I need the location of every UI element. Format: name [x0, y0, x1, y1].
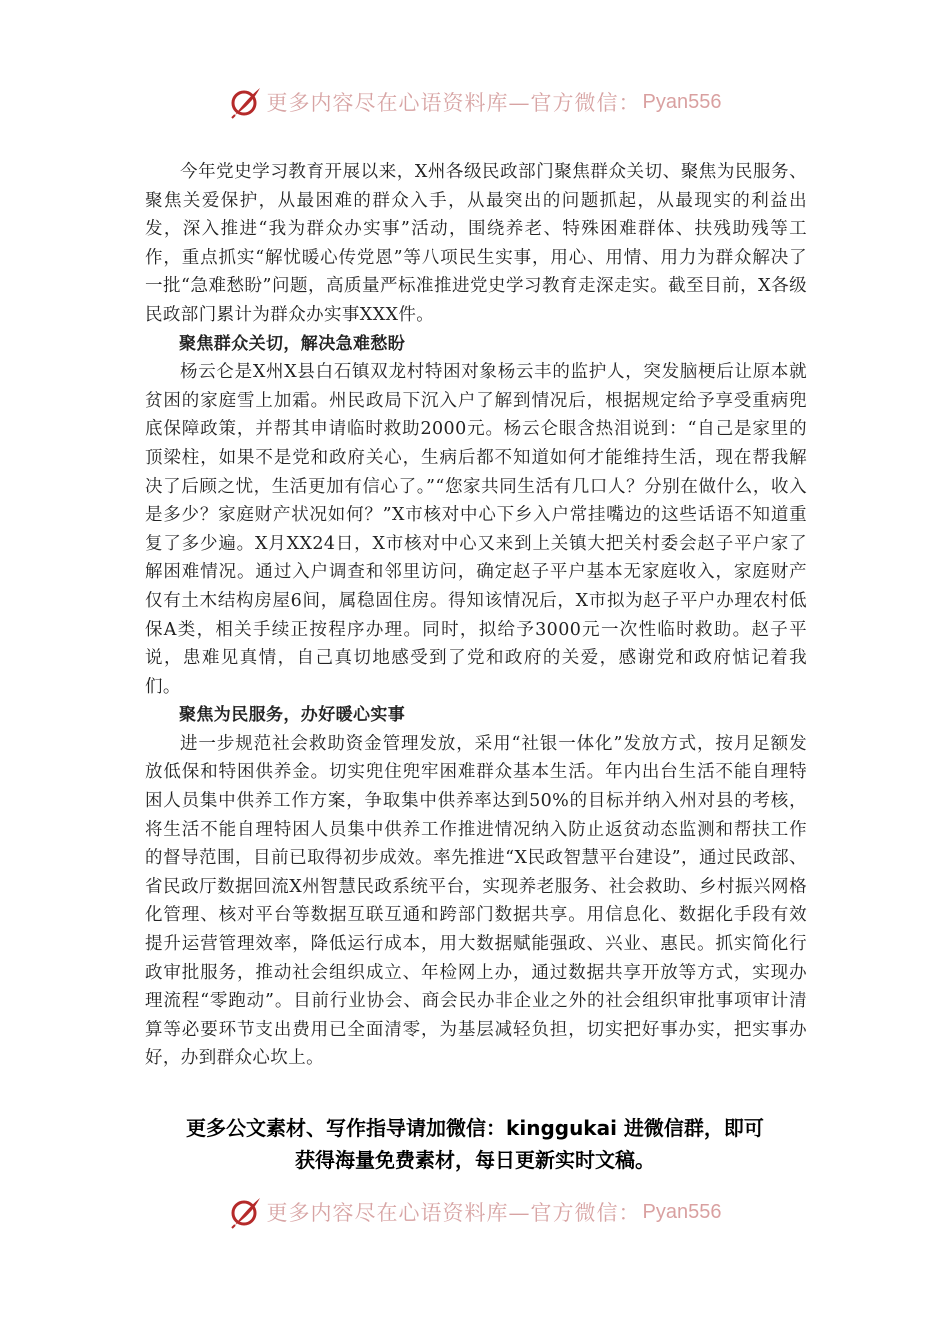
footer-banner-wechat-id: Pyan556 [642, 1200, 722, 1223]
promo-notice [120, 1112, 830, 1176]
intro-paragraph: 今年党史学习教育开展以来，X州各级民政部门聚焦群众关切、聚焦为民服务、聚焦关爱保护，从最困难的群众入手，从最突出的问题抓起，从最现实的利益出发，深入推进“我为群众办实事”活动，围绕养老、特殊困难群体、扶残助残等工作，重点抓实“解忧暖心传党恩”等八项民生实事，用心、用情、用力为群众解决了一批“急难愁盼”问题，高质量严标准推进党史学习教育走深走实。截至目前，X各级民政部门累计为群众办实事XXX件。 [145, 162, 807, 325]
promo-line-2: 获得海量免费素材，每日更新实时文稿。 [295, 1148, 655, 1172]
header-banner-wechat-id: Pyan556 [642, 90, 722, 113]
footer-banner [0, 1190, 950, 1234]
footer-banner-text: 更多内容尽在心语资料库—官方微信： [266, 1201, 641, 1225]
header-banner [0, 80, 950, 124]
quill-logo-icon [229, 1195, 263, 1229]
section1-heading: 聚焦群众关切，解决急难愁盼 [179, 333, 406, 354]
promo-line-1: 更多公文素材、写作指导请加微信：kinggukai 进微信群，即可 [186, 1116, 764, 1140]
quill-logo-icon [229, 85, 263, 119]
section1-paragraph: 杨云仑是X州X县白石镇双龙村特困对象杨云丰的监护人，突发脑梗后让原本就贫困的家庭雪上加霜。州民政局下沉入户了解到情况后，根据规定给予享受重病兜底保障政策，并帮其申请临时救助2000元。杨云仑眼含热泪说到：“自己是家里的顶梁柱，如果不是党和政府关心，生病后都不知道如何才能维持生活，现在帮我解决了后顾之忧，生活更加有信心了。”“您家共同生活有几口人？分别在做什么，收入是多少？家庭财产状况如何？”X市核对中心下乡入户常挂嘴边的这些话语不知道重复了多少遍。X月XX24日，X市核对中心又来到上关镇大把关村委会赵子平户家了解困难情况。通过入户调查和邻里访问，确定赵子平户基本无家庭收入，家庭财产仅有土木结构房屋6间，属稳固住房。得知该情况后，X市拟为赵子平户办理农村低保A类，相关手续正按程序办理。同时，拟给予3000元一次性临时救助。赵子平说，患难见真情，自己真切地感受到了党和政府的关爱，感谢党和政府惦记着我们。 [145, 362, 807, 697]
header-banner-text: 更多内容尽在心语资料库—官方微信： [266, 91, 641, 115]
article-body [145, 158, 807, 1073]
section2-paragraph: 进一步规范社会救助资金管理发放，采用“社银一体化”发放方式，按月足额发放低保和特困供养金。切实兜住兜牢困难群众基本生活。年内出台生活不能自理特困人员集中供养工作方案，争取集中供养率达到50%的目标并纳入州对县的考核，将生活不能自理特困人员集中供养工作推进情况纳入防止返贫动态监测和帮扶工作的督导范围，目前已取得初步成效。率先推进“X民政智慧平台建设”，通过民政部、省民政厅数据回流X州智慧民政系统平台，实现养老服务、社会救助、乡村振兴网格化管理、核对平台等数据互联互通和跨部门数据共享。用信息化、数据化手段有效提升运营管理效率，降低运行成本，用大数据赋能强政、兴业、惠民。抓实简化行政审批服务，推动社会组织成立、年检网上办，通过数据共享开放等方式，实现办理流程“零跑动”。目前行业协会、商会民办非企业之外的社会组织审批事项审计清算等必要环节支出费用已全面清零，为基层减轻负担，切实把好事办实，把实事办好，办到群众心坎上。 [145, 733, 807, 1069]
section2-heading: 聚焦为民服务，办好暖心实事 [179, 705, 406, 726]
